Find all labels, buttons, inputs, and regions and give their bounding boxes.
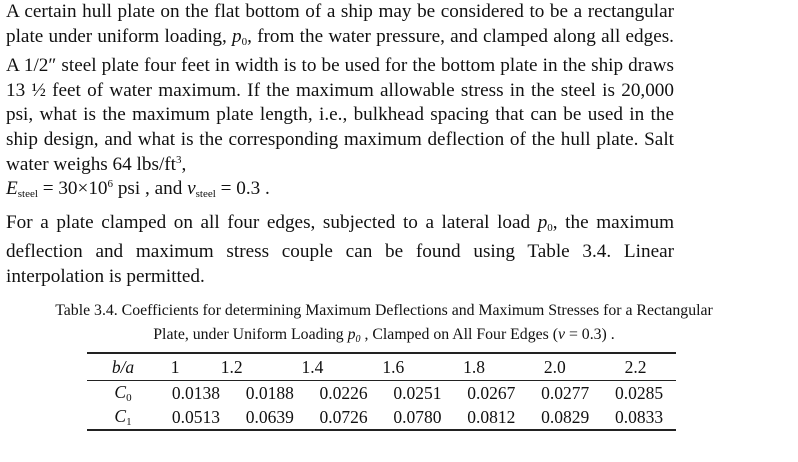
caption-line-1: Table 3.4. Coefficients for determining Maximum Deflections and Maximum Stresses for a Rectangular [55, 302, 713, 319]
para1-text-c: , [181, 153, 187, 175]
e-symbol: E [6, 178, 18, 200]
header-cell: 1.8 [463, 356, 485, 377]
p0-symbol: $p_0$ [232, 25, 248, 48]
table-cell: 0.0513 [171, 406, 220, 427]
header-cell: 1.4 [301, 356, 324, 377]
header-cell: 2.2 [624, 356, 647, 377]
header-cell: 1 [170, 356, 180, 377]
e-value: = 30×10 [37, 178, 108, 200]
ft-exponent: 3 [176, 153, 182, 166]
table-cell: 0.0277 [541, 382, 590, 403]
table-bottom-rule [87, 429, 676, 431]
para1-text-b: , from the water pressure, and clamped along all edges. A 1/2″ steel plate four feet in width is to be used for the bottom plate in the ship draws 13 ½ feet of water maximum. If the maximum allowable stress in the steel is 20,000 psi, what is the maximum plate length, i.e., bulkhead spacing that can be used in the ship design, and what is the corresponding maximum deflection of the hull plate. Salt water weighs 64 lbs/ft [6, 25, 674, 175]
table-cell: 0.0780 [393, 406, 442, 427]
row-label-c0: $C_0$ [114, 382, 132, 404]
problem-statement [6, 0, 674, 290]
table-cell: 0.0639 [245, 406, 294, 427]
table-cell: 0.0267 [467, 382, 516, 403]
table-cell: 0.0251 [393, 382, 442, 403]
e-unit: psi , and [113, 178, 188, 200]
table-caption [28, 299, 740, 352]
caption-line-2: Plate, under Uniform Loading $p_0$ , Clamped on All Four Edges (ν = 0.3) . [153, 326, 615, 345]
table-cell: 0.0188 [245, 382, 294, 403]
table-cell: 0.0285 [614, 382, 664, 403]
p0-symbol: $p_0$ [537, 211, 553, 234]
table-cell: 0.0138 [171, 382, 220, 403]
material-properties-line [6, 177, 674, 207]
header-cell: 2.0 [543, 356, 566, 377]
e-subscript: steel [17, 188, 38, 201]
nu-value: = 0.3 . [215, 178, 270, 200]
table-cell: 0.0726 [319, 406, 368, 427]
coefficient-table [87, 352, 676, 431]
header-label-cell: b/a [111, 356, 135, 377]
e-exponent: 6 [107, 178, 114, 191]
p0-symbol: $p_0$ [347, 326, 361, 345]
para2-text-b: , the maximum deflection and maximum stress couple can be found using Table 3.4. Linear interpolation is permitted. [6, 211, 675, 287]
nu-symbol: ν [557, 326, 565, 343]
problem-paragraph-1 [6, 0, 674, 177]
problem-paragraph-2 [6, 211, 674, 290]
table-row-c1 [87, 405, 676, 429]
nu-symbol: ν [187, 178, 196, 200]
para2-text-a: For a plate clamped on all four edges, subjected to a lateral load [6, 211, 538, 233]
table-row-c0 [87, 381, 676, 405]
table-cell: 0.0226 [319, 382, 368, 403]
header-cell: 1.2 [220, 356, 243, 377]
table-cell: 0.0812 [467, 406, 516, 427]
nu-subscript: steel [195, 188, 216, 201]
table-cell: 0.0833 [614, 406, 664, 427]
table-header-row [87, 354, 676, 380]
row-label-c1: $C_1$ [114, 406, 132, 428]
para1-text-a: A certain hull plate on the flat bottom of a ship may be considered to be a rectangular plate under uniform loading, [6, 1, 674, 47]
table-cell: 0.0829 [541, 406, 590, 427]
header-cell: 1.6 [382, 356, 405, 377]
